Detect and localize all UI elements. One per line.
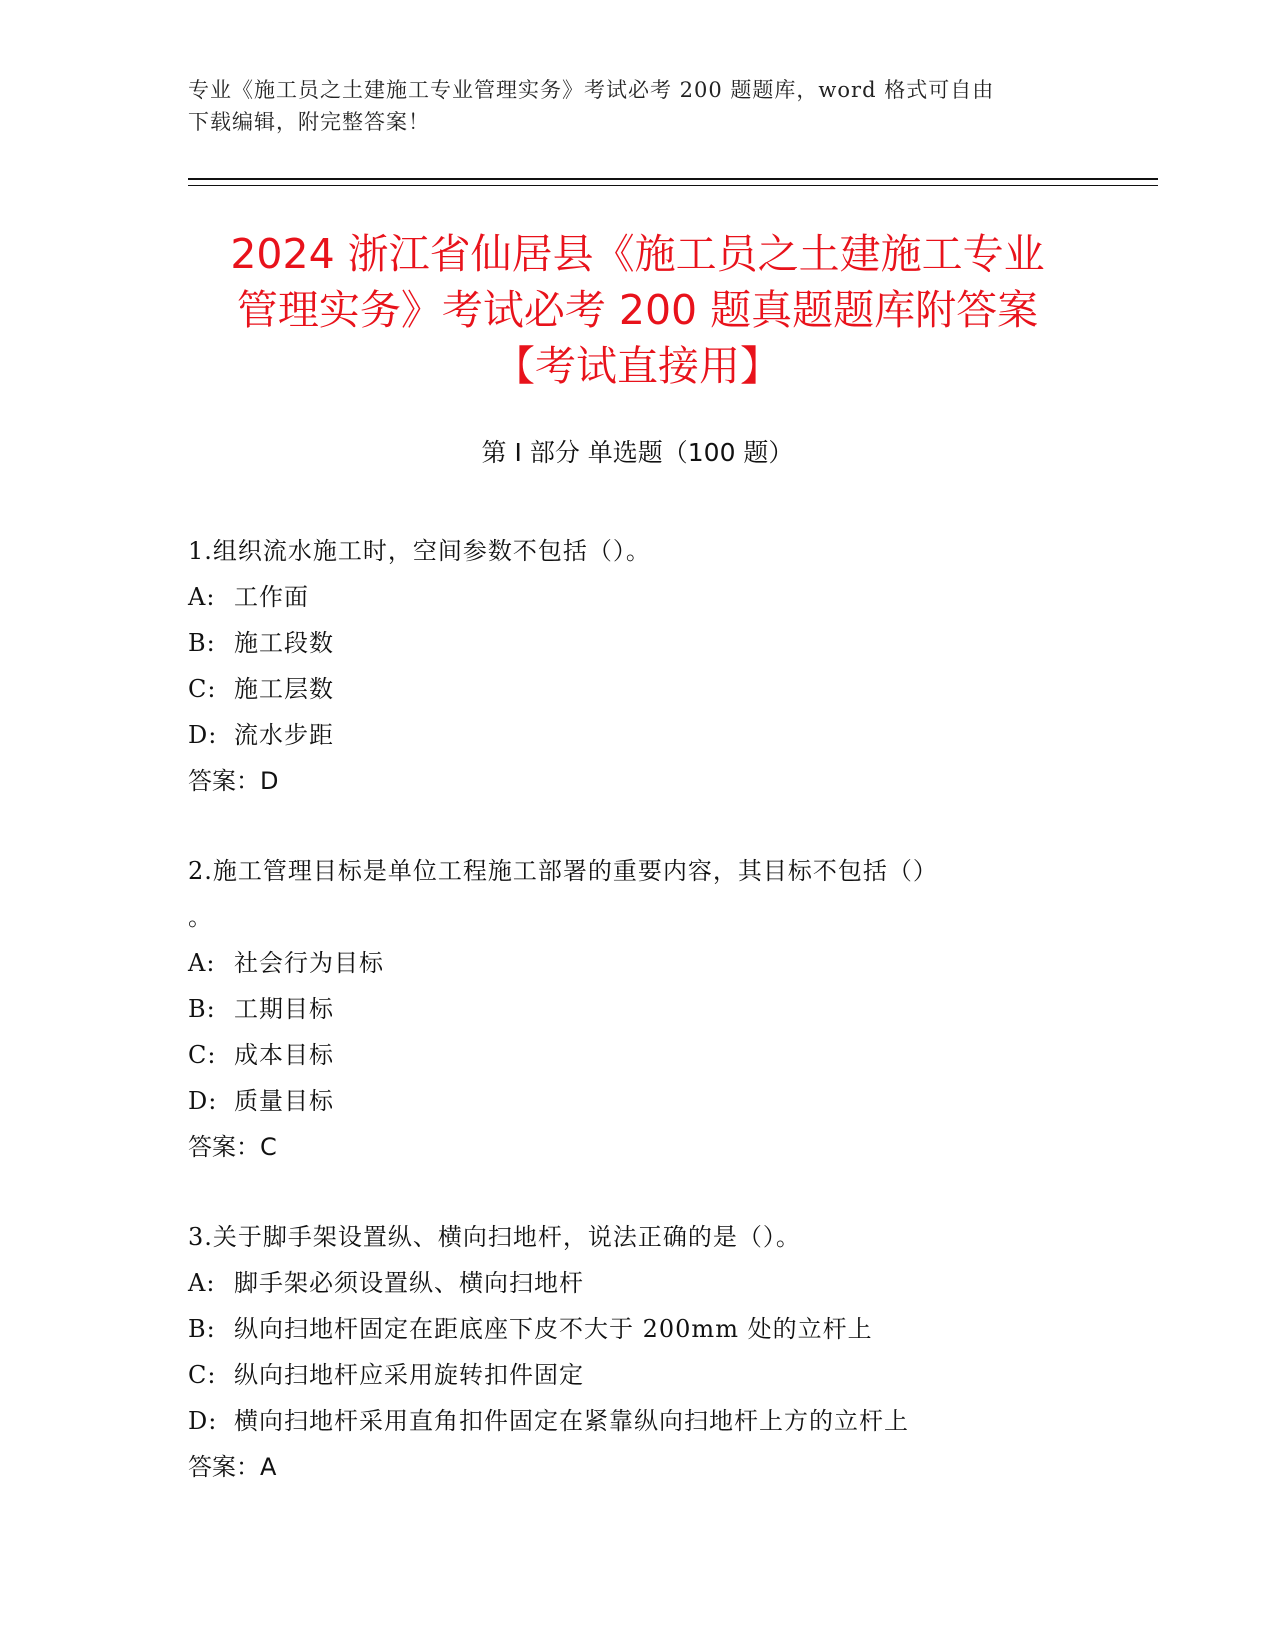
question-answer: 答案：A — [188, 1453, 277, 1481]
question-option — [188, 712, 1088, 758]
option-key: B: — [188, 629, 216, 657]
option-text: 工期目标 — [234, 995, 334, 1023]
header-note — [188, 74, 1078, 138]
header-note-line: 专业《施工员之土建施工专业管理实务》考试必考 200 题题库，word 格式可自由 — [188, 78, 995, 102]
option-text: 施工段数 — [234, 629, 334, 657]
question-option — [188, 986, 1088, 1032]
question-option — [188, 940, 1088, 986]
option-text: 流水步距 — [234, 721, 334, 749]
option-key: D: — [188, 1087, 218, 1115]
question-answer: 答案：D — [188, 767, 279, 795]
option-text: 质量目标 — [234, 1087, 334, 1115]
option-key: D: — [188, 721, 218, 749]
option-key: A: — [188, 583, 216, 611]
question-stem: 2.施工管理目标是单位工程施工部署的重要内容，其目标不包括（） — [188, 857, 938, 885]
question-option — [188, 666, 1088, 712]
question-stem: 1.组织流水施工时，空间参数不包括（）。 — [188, 537, 651, 565]
question-list — [188, 528, 1088, 1534]
question-option — [188, 620, 1088, 666]
option-key: D: — [188, 1407, 218, 1435]
header-note-line: 下载编辑，附完整答案！ — [188, 110, 430, 134]
question-option — [188, 1032, 1088, 1078]
option-text: 纵向扫地杆固定在距底座下皮不大于 200mm 处的立杆上 — [234, 1315, 873, 1343]
question-answer: 答案：C — [188, 1133, 277, 1161]
header-divider-thin — [188, 185, 1158, 186]
question-option — [188, 1352, 1088, 1398]
document-title — [150, 226, 1125, 394]
option-text: 横向扫地杆采用直角扣件固定在紧靠纵向扫地杆上方的立杆上 — [234, 1407, 909, 1435]
section-title: 第 I 部分 单选题（100 题） — [481, 438, 794, 467]
question-item — [188, 528, 1088, 804]
document-title-line: 管理实务》考试必考 200 题真题题库附答案 — [236, 286, 1039, 334]
header-divider-thick — [188, 178, 1158, 180]
option-text: 工作面 — [234, 583, 309, 611]
question-option — [188, 1078, 1088, 1124]
option-key: C: — [188, 1041, 217, 1069]
question-option — [188, 1260, 1088, 1306]
question-option — [188, 1398, 1088, 1444]
option-key: B: — [188, 1315, 216, 1343]
question-item — [188, 1214, 1088, 1490]
option-key: C: — [188, 675, 217, 703]
option-text: 纵向扫地杆应采用旋转扣件固定 — [234, 1361, 584, 1389]
option-text: 社会行为目标 — [234, 949, 384, 977]
option-text: 施工层数 — [234, 675, 334, 703]
option-key: B: — [188, 995, 216, 1023]
question-stem: 3.关于脚手架设置纵、横向扫地杆，说法正确的是（）。 — [188, 1223, 801, 1251]
question-option — [188, 1306, 1088, 1352]
option-key: C: — [188, 1361, 217, 1389]
option-text: 成本目标 — [234, 1041, 334, 1069]
question-option — [188, 574, 1088, 620]
question-stem-continuation: 。 — [188, 903, 213, 931]
option-key: A: — [188, 949, 216, 977]
question-item — [188, 848, 1088, 1170]
option-key: A: — [188, 1269, 216, 1297]
document-title-line: 【考试直接用】 — [494, 342, 781, 390]
document-title-line: 2024 浙江省仙居县《施工员之土建施工专业 — [230, 230, 1045, 278]
option-text: 脚手架必须设置纵、横向扫地杆 — [234, 1269, 584, 1297]
